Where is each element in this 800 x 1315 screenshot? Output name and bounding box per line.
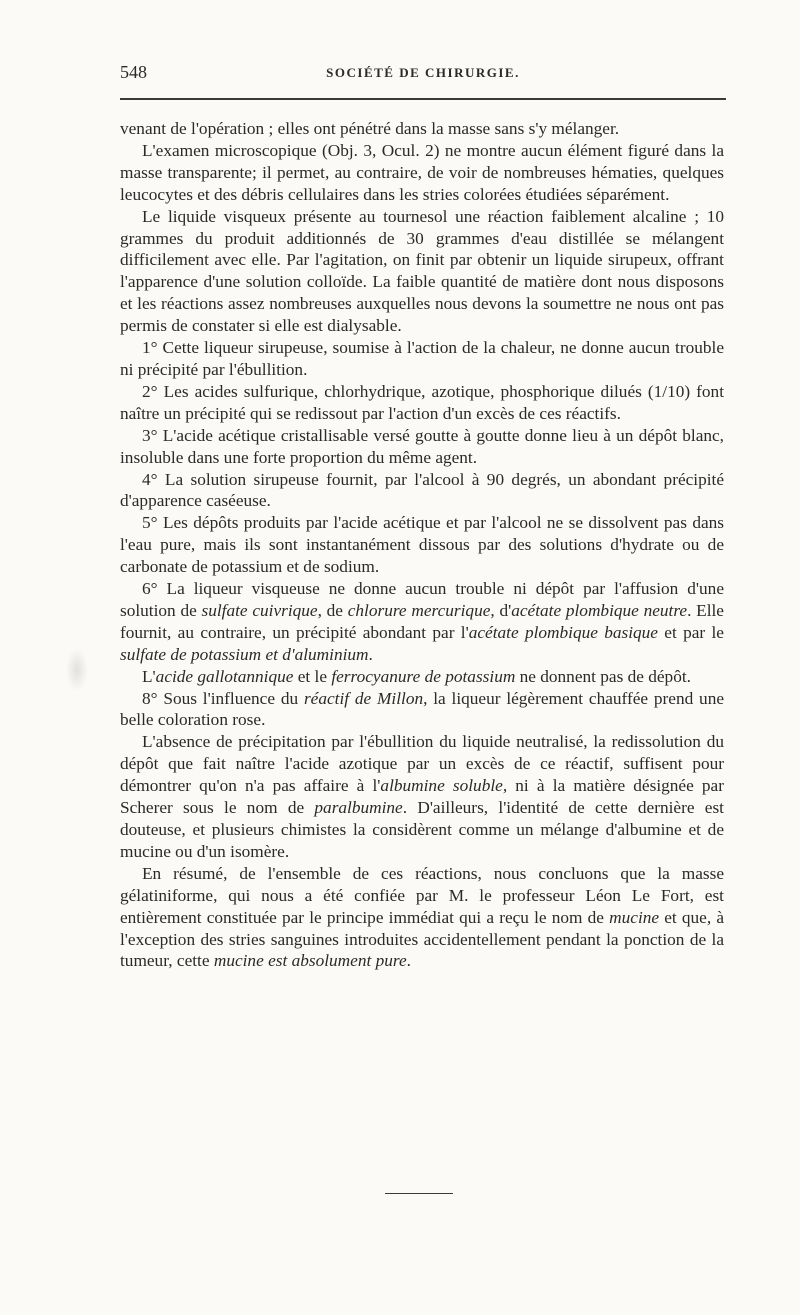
body-text (120, 118, 724, 972)
text-run: 8° Sous l'influence du (142, 688, 304, 708)
text-run: L'absence de précipitation par l'ébullition du liquide neutralisé, la redissolution du dépôt que fait naître l'acide azotique par un excès de ce réactif, suffisent pour démontrer qu'on n'a pas affaire à l' (120, 732, 724, 796)
text-run: . (406, 951, 411, 971)
italic-term: réactif de Millon (303, 688, 424, 708)
text-run: En résumé, de l'ensemble de ces réactions, nous concluons que la masse gélatiniforme, qui nous a été confiée par M. le professeur Léon Le Fort, est entièrement constituée par le principe immédiat qui a reçu le nom de (120, 863, 724, 927)
page-number: 548 (120, 62, 147, 82)
paragraph: 1° Cette liqueur sirupeuse, soumise à l'action de la chaleur, ne donne aucun trouble ni précipité par l'ébullition. (120, 338, 724, 379)
italic-term: acétate plombique neutre (511, 600, 688, 620)
text-run: et que, à l'exception des stries sanguines introduites accidentellement pendant la ponction de la tumeur, cette (120, 907, 725, 971)
text-run: et le (293, 666, 332, 686)
paragraph (120, 666, 724, 688)
italic-term: sulfate cuivrique (201, 600, 318, 620)
paragraph (120, 688, 724, 732)
paragraph: venant de l'opération ; elles ont pénétré dans la masse sans s'y mélanger. (120, 119, 620, 138)
italic-term: acétate plombique basique (468, 622, 658, 642)
paragraph (120, 578, 724, 666)
header-rule (120, 98, 726, 100)
text-run: , d' (490, 600, 512, 620)
text-run: 6° La liqueur visqueuse ne donne aucun trouble ni dépôt par l'affusion d'une solution de (120, 579, 724, 620)
end-rule (385, 1193, 453, 1194)
paragraph: 2° Les acides sulfurique, chlorhydrique, azotique, phosphorique dilués (1/10) font naître un précipité qui se redissout par l'action d'un excès de ces réactifs. (120, 381, 724, 423)
text-run: . D'ailleurs, l'identité de cette dernière est douteuse, et plusieurs chimistes la considèrent comme un mélange d'albumine et de mucine ou d'un isomère. (120, 798, 724, 861)
running-head: SOCIÉTÉ DE CHIRURGIE. (326, 65, 520, 80)
paragraph (120, 863, 724, 973)
margin-smudge (66, 648, 88, 692)
paragraph: L'examen microscopique (Obj. 3, Ocul. 2) ne montre aucun élément figuré dans la masse transparente; il permet, au contraire, de voir de nombreuses hématies, quelques leucocytes et des débris cellulaires dans les stries colorées étudiées séparément. (120, 140, 724, 204)
italic-term: paralbumine (314, 798, 403, 818)
italic-term: acide gallotannique (155, 666, 294, 686)
text-run: et par le (657, 622, 724, 642)
text-run: . (368, 644, 373, 664)
italic-term: chlorure mercurique (347, 600, 491, 620)
text-run: ne donnent pas de dépôt. (515, 666, 691, 686)
italic-term: albumine soluble (380, 776, 503, 796)
italic-term: mucine (609, 907, 660, 927)
paragraph: 3° L'acide acétique cristallisable versé goutte à goutte donne lieu à un dépôt blanc, insoluble dans une forte proportion du même agent. (120, 425, 724, 467)
text-run: , la liqueur légèrement chauffée prend une belle coloration rose. (120, 688, 724, 730)
page-header (120, 62, 726, 92)
text-run: , de (317, 600, 348, 620)
paragraph: Le liquide visqueux présente au tournesol une réaction faiblement alcaline ; 10 grammes du produit additionnés de 30 grammes d'eau distillée se mélangent difficilement avec elle. Par l'agitation, on finit par obtenir un liquide sirupeux, offrant l'apparence d'une solution colloïde. La faible quantité de matière dont nous disposons et les réactions assez nombreuses auxquelles nous devons la soumettre ne nous ont pas permis de constater si elle est dialysable. (120, 206, 724, 336)
italic-term: mucine est absolument pure (213, 951, 407, 971)
italic-term: sulfate de potassium et d'aluminium (120, 644, 369, 664)
text-run: , ni à la matière désignée par Scherer sous le nom de (120, 776, 724, 818)
text-run: L' (142, 666, 156, 686)
text-run: . Elle fournit, au contraire, un précipité abondant par l' (120, 600, 724, 642)
paragraph: 5° Les dépôts produits par l'acide acétique et par l'alcool ne se dissolvent pas dans l'eau pure, mais ils sont instantanément dissous par des solutions d'hydrate ou de carbonate de potassium et de sodium. (120, 513, 724, 577)
italic-term: ferrocyanure de potassium (331, 666, 516, 686)
paragraph (120, 731, 724, 862)
paragraph: 4° La solution sirupeuse fournit, par l'alcool à 90 degrés, un abondant précipité d'apparence caséeuse. (120, 469, 724, 511)
